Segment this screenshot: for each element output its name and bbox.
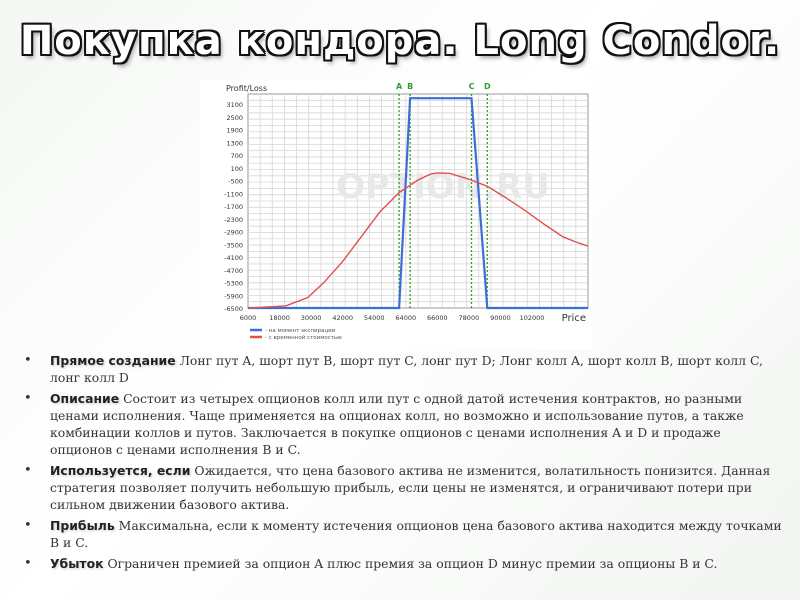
list-item (22, 352, 782, 386)
x-tick-label: 66000 (426, 314, 448, 322)
bullet-icon: • (24, 391, 32, 406)
x-tick-label: 30000 (300, 314, 322, 322)
y-tick-label: -500 (228, 177, 243, 186)
list-item (22, 517, 782, 551)
y-tick-label: -4100 (224, 254, 243, 262)
y-tick-label: -6500 (224, 305, 243, 313)
y-axis-label: Profit/Loss (226, 84, 268, 93)
bullet-icon: • (24, 353, 32, 368)
y-tick-label: 2500 (226, 113, 243, 122)
y-tick-label: -2900 (224, 228, 243, 237)
bullet-term: Убыток (50, 556, 104, 571)
y-tick-label: 700 (230, 152, 243, 160)
strike-label: B (407, 82, 414, 91)
bullet-text: Ожидается, что цена базового актива не изменится, волатильность понизится. Данная стратегия позволяет получить небольшую прибыль, если цены не изменятся, и ограничивают потери при сильном движении базового актива. (50, 463, 771, 512)
y-tick-label: -3500 (224, 241, 243, 250)
y-tick-label: -2300 (224, 215, 243, 224)
x-axis-label: Price (561, 313, 586, 324)
strike-label: A (396, 82, 403, 91)
y-tick-label: -5300 (224, 279, 243, 288)
x-tick-label: 64000 (395, 314, 417, 322)
y-tick-label: 3100 (226, 101, 243, 109)
description-list (22, 352, 782, 576)
y-tick-label: 100 (230, 164, 243, 173)
y-tick-label: -1100 (224, 190, 243, 199)
bullet-term: Прямое создание (50, 353, 176, 368)
x-tick-label: 78000 (458, 314, 480, 322)
bullet-text: Лонг пут A, шорт пут B, шорт пут C, лонг пут D; Лонг колл A, шорт колл B, шорт колл C, лонг колл D (50, 353, 763, 385)
legend-label: - с временной стоимостью (265, 335, 342, 342)
bullet-term: Прибыль (50, 518, 115, 533)
y-tick-label: 1900 (226, 126, 243, 135)
bullet-icon: • (24, 556, 32, 571)
payoff-chart-svg (200, 80, 592, 350)
x-tick-label: 54000 (363, 314, 385, 322)
bullet-icon: • (24, 463, 32, 478)
y-tick-label: 1300 (226, 139, 243, 148)
x-tick-label: 90000 (490, 314, 511, 322)
bullet-icon: • (24, 518, 32, 533)
y-tick-label: -4700 (224, 266, 243, 275)
y-tick-label: -1700 (224, 203, 243, 211)
legend-label: - на момент экспирации (265, 328, 336, 335)
list-item (22, 462, 782, 513)
x-tick-label: 18000 (269, 314, 290, 322)
bullet-text: Состоит из четырех опционов колл или пут с одной датой истечения контрактов, но разными ценами исполнения. Чаще применяется на опционах колл, но возможно и использование путов, а также комбинации коллов и путов. Заключается в покупке опционов с ценами исполнения A и D и продаже опционов с ценами исполнения B и C. (50, 391, 744, 457)
list-item (22, 555, 782, 572)
strike-label: C (468, 82, 475, 91)
watermark-text: OPTION.RU (336, 167, 550, 207)
x-tick-label: 6000 (239, 314, 257, 322)
x-tick-label: 102000 (519, 314, 545, 322)
list-item (22, 390, 782, 458)
x-tick-label: 42000 (332, 314, 354, 322)
slide-title: Покупка кондора. Long Condor. (19, 18, 781, 64)
bullet-term: Описание (50, 391, 120, 406)
bullet-text: Ограничен премией за опцион A плюс премия за опцион D минус премии за опционы B и C. (103, 556, 718, 571)
strike-label: D (483, 82, 491, 91)
payoff-chart (200, 80, 592, 350)
bullet-text: Максимальна, если к моменту истечения опционов цена базового актива находится между точками B и C. (50, 518, 782, 550)
y-tick-label: -5900 (224, 292, 243, 301)
bullet-term: Используется, если (50, 463, 191, 478)
